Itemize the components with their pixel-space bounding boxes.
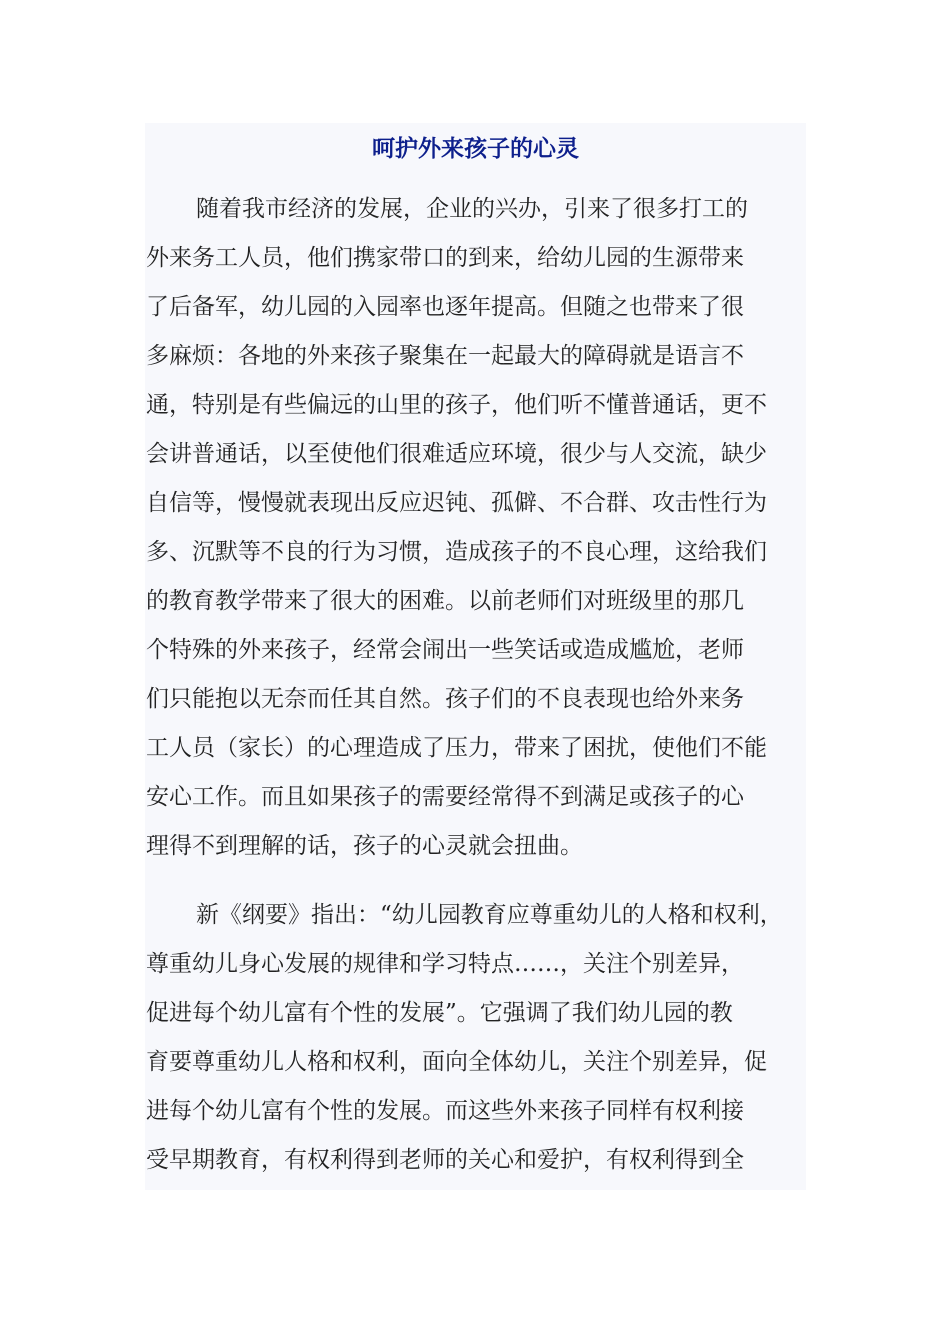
paragraph1-line: 自信等，慢慢就表现出反应迟钝、孤僻、不合群、攻击性行为 <box>146 490 767 516</box>
paragraph1-line: 了后备军，幼儿园的入园率也逐年提高。但随之也带来了很 <box>146 294 744 320</box>
paragraph1-line: 外来务工人员，他们携家带口的到来，给幼儿园的生源带来 <box>146 245 744 271</box>
paragraph1-line: 个特殊的外来孩子，经常会闹出一些笑话或造成尴尬，老师 <box>146 637 744 663</box>
paragraph1-line: 多、沉默等不良的行为习惯，造成孩子的不良心理，这给我们 <box>146 539 767 565</box>
paragraph2-line: 受早期教育，有权利得到老师的关心和爱护，有权利得到全 <box>146 1147 744 1173</box>
paragraph1-line: 多麻烦：各地的外来孩子聚集在一起最大的障碍就是语言不 <box>146 343 744 369</box>
paragraph2-line: 进每个幼儿富有个性的发展。而这些外来孩子同样有权利接 <box>146 1098 744 1124</box>
paragraph2-line: 尊重幼儿身心发展的规律和学习特点……，关注个别差异， <box>146 951 744 977</box>
paragraph1-line: 的教育教学带来了很大的困难。以前老师们对班级里的那几 <box>146 588 744 614</box>
paragraph2-line: 促进每个幼儿富有个性的发展”。它强调了我们幼儿园的教 <box>146 1000 733 1026</box>
paragraph1-line: 随着我市经济的发展，企业的兴办，引来了很多打工的 <box>196 196 748 222</box>
paragraph1-line: 通，特别是有些偏远的山里的孩子，他们听不懂普通话，更不 <box>146 392 767 418</box>
paragraph2-line: 新《纲要》指出：“幼儿园教育应尊重幼儿的人格和权利， <box>196 902 783 928</box>
document-title: 呵护外来孩子的心灵 <box>372 136 579 162</box>
paragraph1-line: 会讲普通话，以至使他们很难适应环境，很少与人交流，缺少 <box>146 441 767 467</box>
paragraph1-line: 工人员（家长）的心理造成了压力，带来了困扰，使他们不能 <box>146 735 767 761</box>
paragraph2-line: 育要尊重幼儿人格和权利，面向全体幼儿，关注个别差异，促 <box>146 1049 767 1075</box>
paragraph1-line: 们只能抱以无奈而任其自然。孩子们的不良表现也给外来务 <box>146 686 744 712</box>
paragraph1-line: 安心工作。而且如果孩子的需要经常得不到满足或孩子的心 <box>146 784 744 810</box>
paragraph1-line: 理得不到理解的话，孩子的心灵就会扭曲。 <box>146 833 583 859</box>
